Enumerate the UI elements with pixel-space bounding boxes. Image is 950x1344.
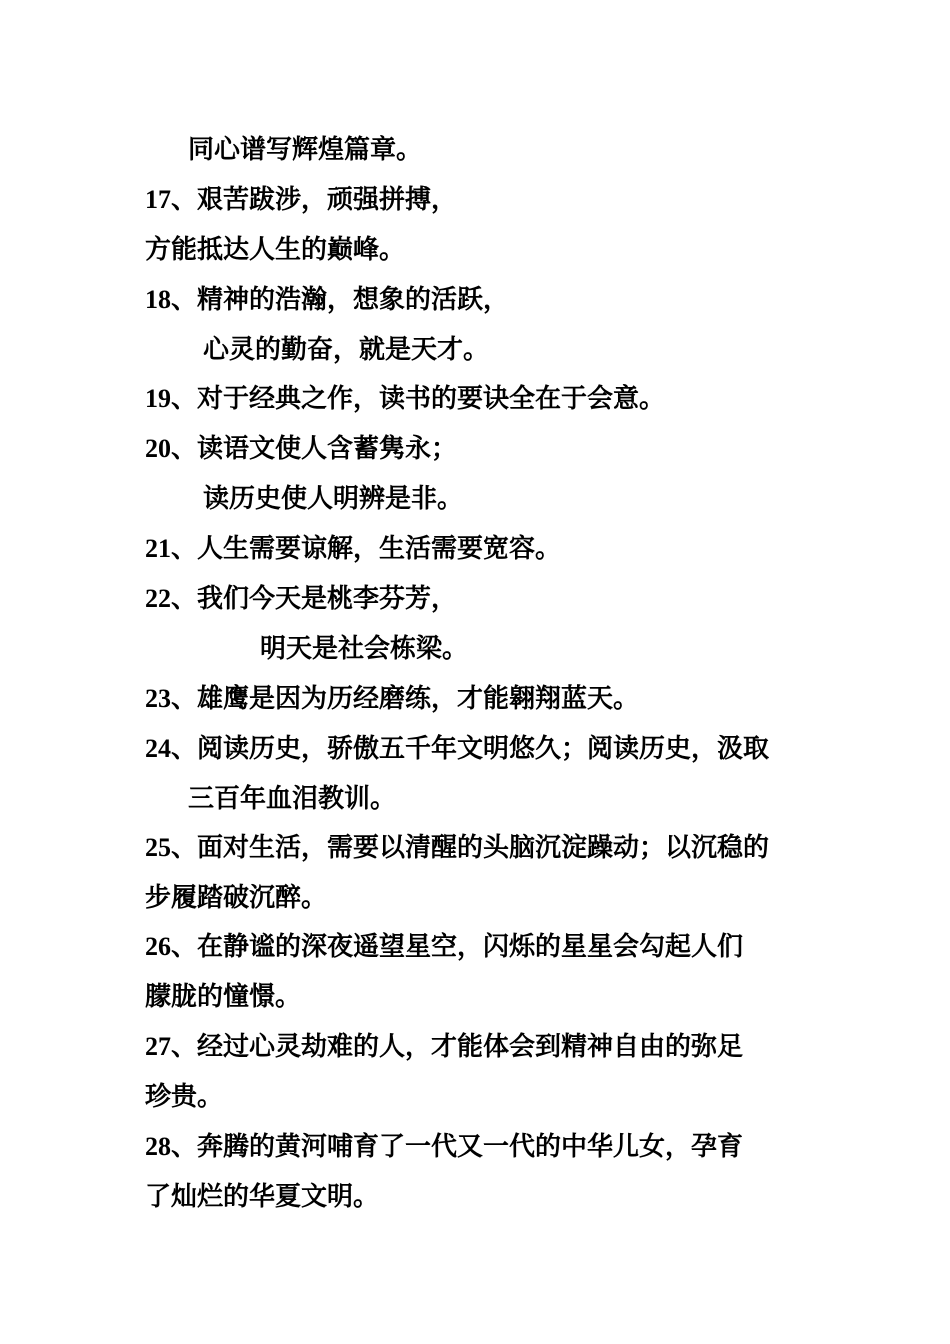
item-number: 28 xyxy=(145,1132,171,1161)
numbered-item-23 xyxy=(145,682,639,716)
item-text: 、我们今天是桃李芬芳， xyxy=(171,584,458,614)
numbered-item-17 xyxy=(145,183,457,217)
text-line: 明天是社会栋梁。 xyxy=(260,634,469,664)
text-line: 心灵的勤奋，就是天才。 xyxy=(203,335,490,365)
item-number: 23 xyxy=(145,684,171,713)
item-number: 19 xyxy=(145,384,171,413)
text-line: 方能抵达人生的巅峰。 xyxy=(145,235,406,265)
numbered-item-25 xyxy=(145,831,769,865)
numbered-item-19 xyxy=(145,382,665,416)
item-text: 、面对生活，需要以清醒的头脑沉淀躁动；以沉稳的 xyxy=(171,833,770,863)
item-text: 、在静谧的深夜遥望星空，闪烁的星星会勾起人们 xyxy=(171,932,744,962)
numbered-item-20 xyxy=(145,432,457,466)
numbered-item-21 xyxy=(145,532,561,566)
text-line: 步履踏破沉醉。 xyxy=(145,883,328,913)
numbered-item-26 xyxy=(145,930,743,964)
item-number: 24 xyxy=(145,734,171,763)
text-line: 珍贵。 xyxy=(145,1082,224,1112)
item-number: 17 xyxy=(145,185,171,214)
item-number: 21 xyxy=(145,534,171,563)
item-number: 26 xyxy=(145,932,171,961)
item-text: 、经过心灵劫难的人，才能体会到精神自由的弥足 xyxy=(171,1032,744,1062)
numbered-item-24 xyxy=(145,732,769,766)
numbered-item-22 xyxy=(145,582,457,616)
numbered-item-28 xyxy=(145,1130,743,1164)
item-text: 、读语文使人含蓄隽永； xyxy=(171,434,458,464)
item-number: 22 xyxy=(145,584,171,613)
item-text: 、艰苦跋涉，顽强拼搏， xyxy=(171,185,458,215)
text-line: 了灿烂的华夏文明。 xyxy=(145,1182,380,1212)
item-number: 18 xyxy=(145,285,171,314)
item-number: 27 xyxy=(145,1032,171,1061)
text-line: 朦胧的憧憬。 xyxy=(145,982,302,1012)
item-text: 、对于经典之作，读书的要诀全在于会意。 xyxy=(171,384,666,414)
text-line: 读历史使人明辨是非。 xyxy=(203,484,464,514)
item-number: 20 xyxy=(145,434,171,463)
text-line: 同心谱写辉煌篇章。 xyxy=(188,135,423,165)
item-text: 、精神的浩瀚，想象的活跃， xyxy=(171,285,510,315)
numbered-item-27 xyxy=(145,1030,743,1064)
numbered-item-18 xyxy=(145,283,509,317)
item-number: 25 xyxy=(145,833,171,862)
item-text: 、阅读历史，骄傲五千年文明悠久；阅读历史，汲取 xyxy=(171,734,770,764)
item-text: 、奔腾的黄河哺育了一代又一代的中华儿女，孕育 xyxy=(171,1132,744,1162)
item-text: 、雄鹰是因为历经磨练，才能翱翔蓝天。 xyxy=(171,684,640,714)
text-line: 三百年血泪教训。 xyxy=(188,784,397,814)
item-text: 、人生需要谅解，生活需要宽容。 xyxy=(171,534,562,564)
